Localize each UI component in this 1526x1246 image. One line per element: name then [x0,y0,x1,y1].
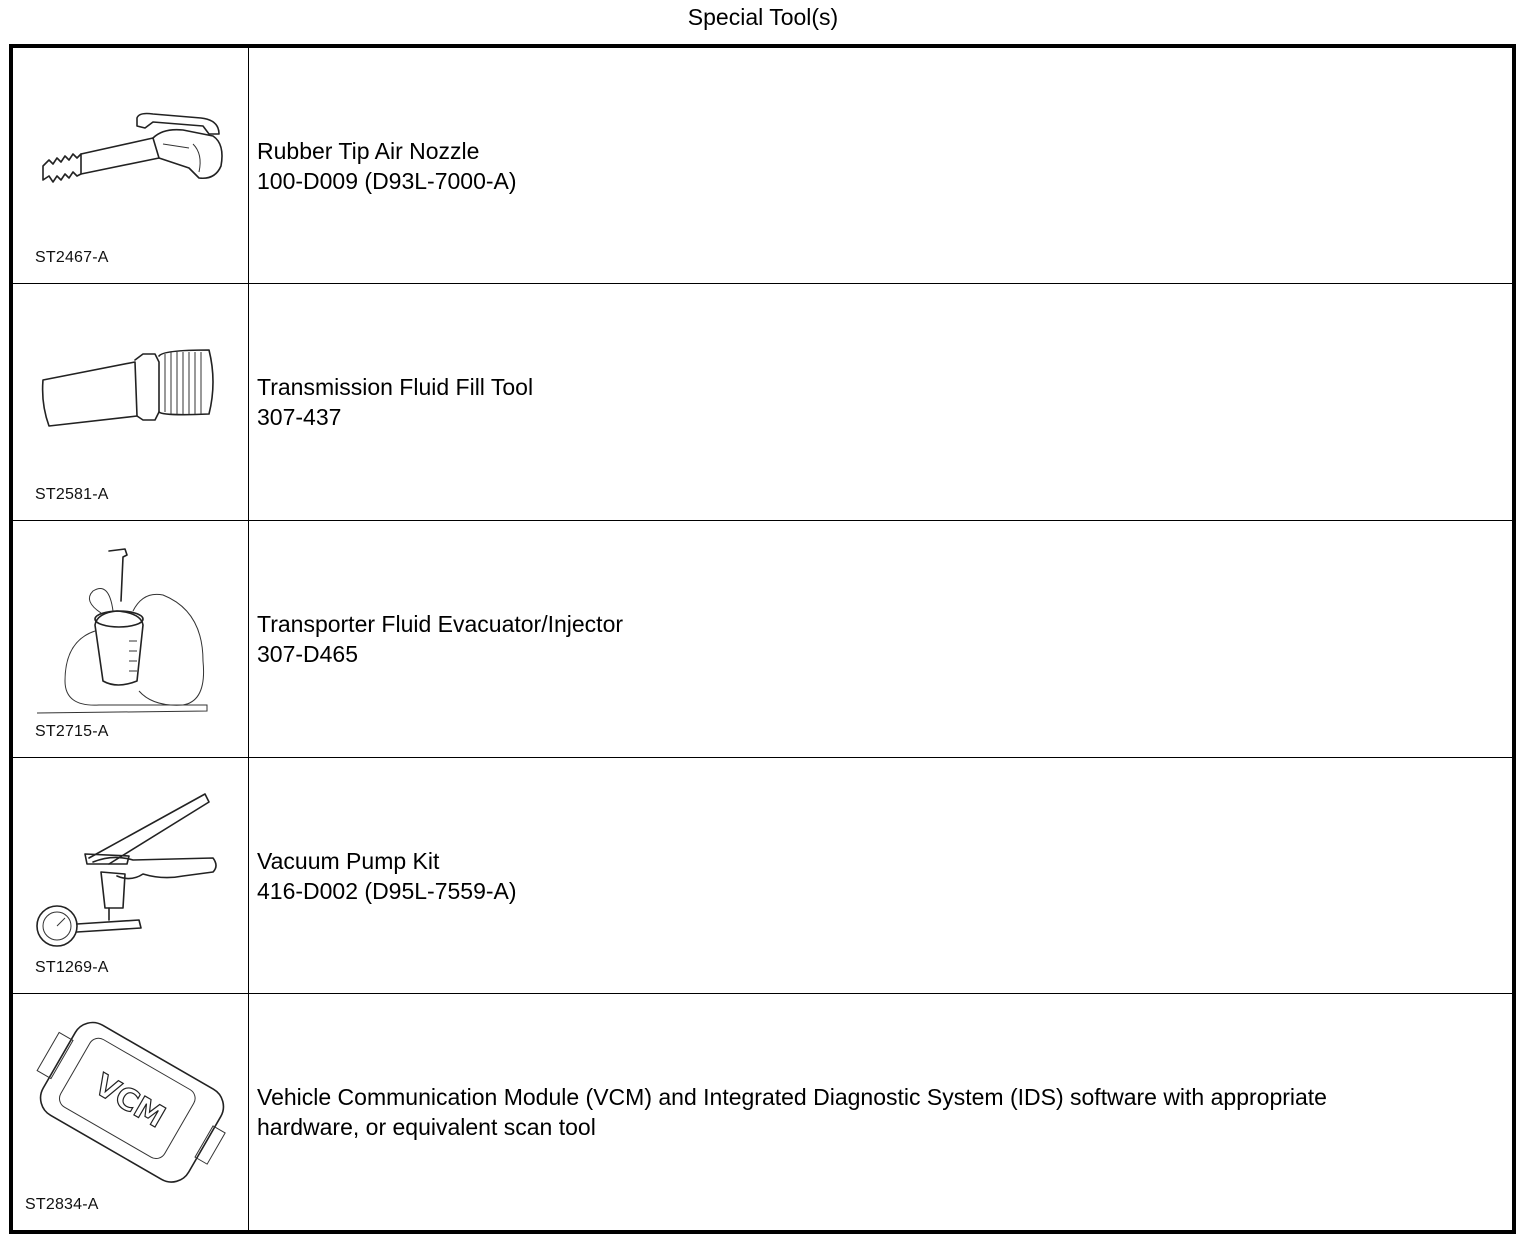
table-row [13,521,1512,758]
tool-description [257,521,1492,757]
tool-number: 100-D009 (D93L-7000-A) [257,167,517,194]
tool-image-cell [13,284,249,520]
tool-name: Transmission Fluid Fill Tool [257,374,534,400]
page-title: Special Tool(s) [687,4,839,30]
tool-description [257,758,1492,993]
tool-number: 307-437 [257,404,342,430]
table-row [13,284,1512,521]
tool-name: Rubber Tip Air Nozzle [257,137,480,164]
tool-code: ST2715-A [35,723,109,740]
table-row [13,994,1512,1230]
tool-image-cell [13,48,249,283]
tool-number: 416-D002 (D95L-7559-A) [257,877,517,904]
tool-image-cell [13,521,249,757]
tool-number: hardware, or equivalent scan tool [257,1114,596,1140]
tool-description [257,48,1492,283]
tool-image-cell [13,758,249,993]
tool-name: Vehicle Communication Module (VCM) and Integrated Diagnostic System (IDS) software with appropriate [257,1084,1327,1110]
tool-description [257,994,1492,1230]
tool-number: 307-D465 [257,641,359,667]
special-tools-table [9,44,1516,1234]
vcm-logo: VCM [88,1067,171,1136]
tool-name: Vacuum Pump Kit [257,847,440,874]
vcm-module-icon [13,994,249,1230]
tool-image-cell [13,994,249,1230]
tool-description [257,284,1492,520]
table-row [13,758,1512,994]
tool-name: Transporter Fluid Evacuator/Injector [257,611,624,637]
table-row [13,48,1512,284]
tool-code: ST1269-A [35,959,109,976]
tool-code: ST2581-A [35,486,109,503]
tool-code: ST2834-A [25,1196,99,1213]
tool-code: ST2467-A [35,249,109,266]
